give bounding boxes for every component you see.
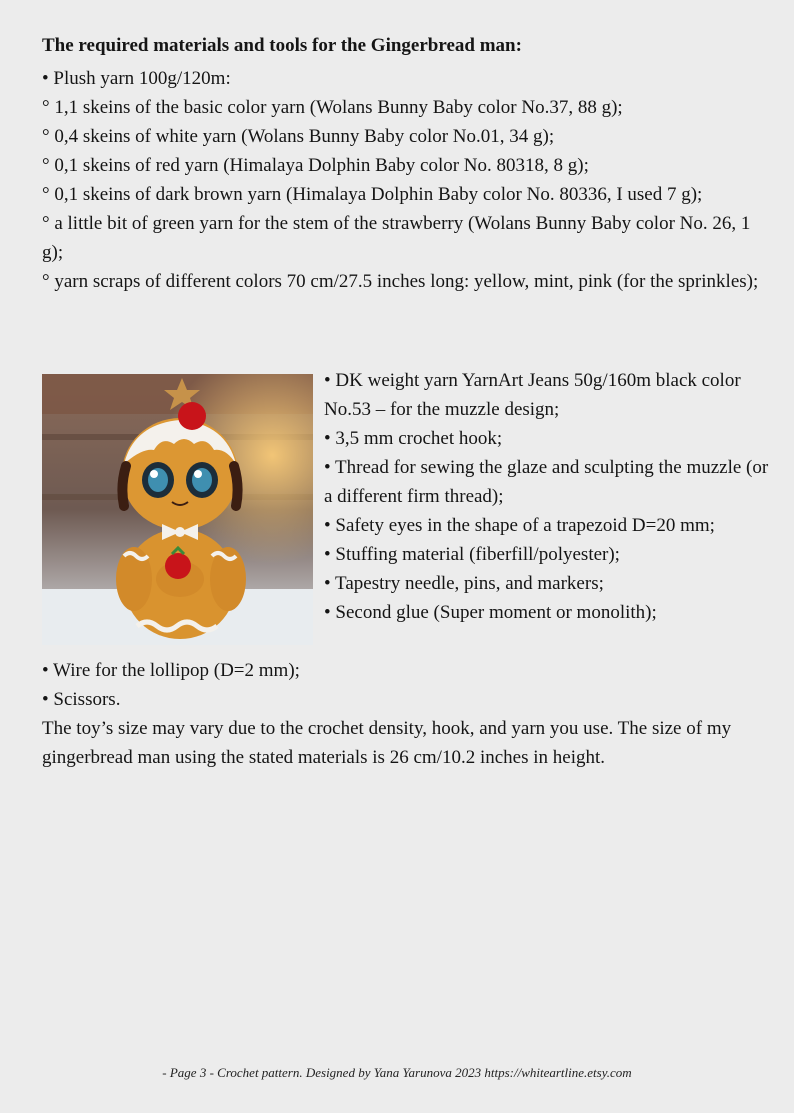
page-footer: - Page 3 - Crochet pattern. Designed by Yana Yarunova 2023 https://whiteartline.etsy.com: [162, 1065, 632, 1080]
list-item: • Safety eyes in the shape of a trapezoid D=20 mm;: [324, 515, 715, 536]
list-item: ° 0,1 skeins of red yarn (Himalaya Dolphin Baby color No. 80318, 8 g);: [42, 155, 589, 176]
materials-list-side: [324, 366, 774, 627]
list-item: • Second glue (Super moment or monolith);: [324, 602, 657, 623]
list-item: • Plush yarn 100g/120m:: [42, 68, 231, 89]
gingerbread-toy-photo: [42, 374, 313, 645]
list-item: ° 1,1 skeins of the basic color yarn (Wolans Bunny Baby color No.37, 88 g);: [42, 97, 623, 118]
list-item: ° a little bit of green yarn for the stem of the strawberry (Wolans Bunny Baby color No. 26, 1 g);: [42, 213, 751, 263]
list-item: • Wire for the lollipop (D=2 mm);: [42, 660, 300, 681]
list-item: ° 0,1 skeins of dark brown yarn (Himalaya Dolphin Baby color No. 80336, I used 7 g);: [42, 184, 703, 205]
materials-list-bottom: [42, 656, 762, 772]
list-item: ° yarn scraps of different colors 70 cm/27.5 inches long: yellow, mint, pink (for the sprinkles);: [42, 271, 759, 292]
list-item: • Stuffing material (fiberfill/polyester);: [324, 544, 620, 565]
list-item: ° 0,4 skeins of white yarn (Wolans Bunny Baby color No.01, 34 g);: [42, 126, 555, 147]
materials-list-top: [42, 64, 762, 296]
section-title: The required materials and tools for the Gingerbread man:: [42, 35, 522, 56]
list-item: • Scissors.: [42, 689, 121, 710]
list-item: • DK weight yarn YarnArt Jeans 50g/160m black color No.53 – for the muzzle design;: [324, 370, 741, 420]
list-item: • Thread for sewing the glaze and sculpting the muzzle (or a different firm thread);: [324, 457, 769, 507]
size-note-paragraph: The toy’s size may vary due to the crochet density, hook, and yarn you use. The size of my gingerbread man using the stated materials is 26 cm/10.2 inches in height.: [42, 718, 732, 768]
list-item: • Tapestry needle, pins, and markers;: [324, 573, 604, 594]
list-item: • 3,5 mm crochet hook;: [324, 428, 503, 449]
